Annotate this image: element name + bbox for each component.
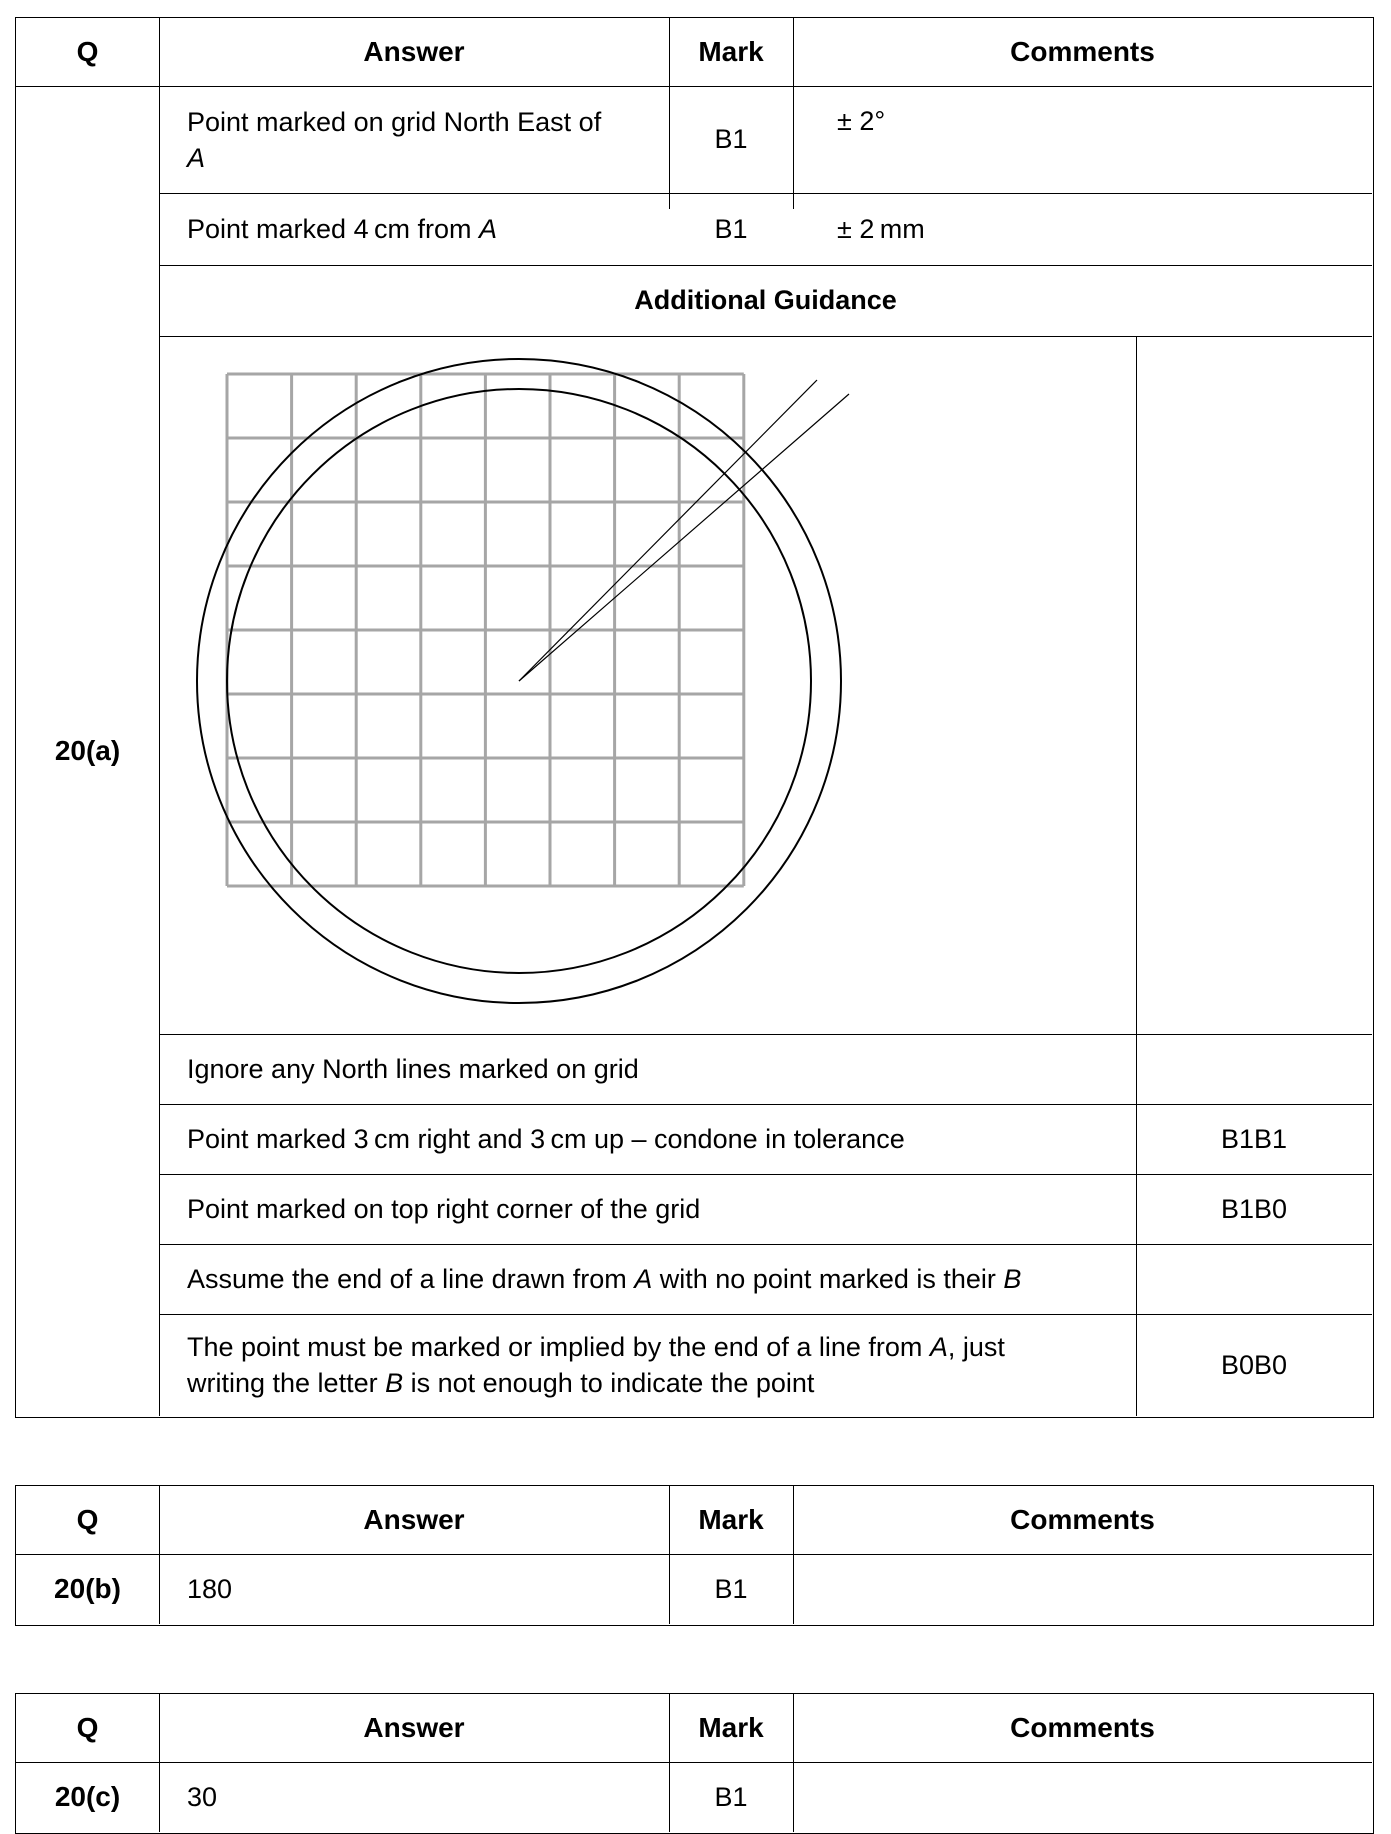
answer-text-line1: Point marked on grid North East of [187,106,602,137]
guidance-row-text: Ignore any North lines marked on grid [187,1053,639,1084]
guidance-row-text: Point marked on top right corner of the grid [187,1193,701,1224]
answer-cell: 30 [187,1781,218,1812]
mark-cell: B1 [714,1781,748,1812]
header-q: Q [76,36,99,67]
header-answer: Answer [363,1712,465,1743]
header-mark: Mark [698,36,764,67]
guidance-row-text [159,1314,1136,1416]
mark-scheme-table-20b [15,1485,1374,1626]
comment-cell: ± 2° [837,105,886,136]
header-q: Q [76,1712,99,1743]
question-label: 20(c) [54,1781,121,1812]
mark-cell: B1 [714,124,748,154]
header-answer: Answer [363,36,465,67]
header-comments: Comments [1010,1504,1155,1535]
header-q: Q [76,1504,99,1535]
bearing-line-upper [519,380,817,681]
answer-text-line2: A [187,142,206,173]
text-part: with no point marked is their [652,1263,1004,1294]
mark-cell: B1 [714,213,748,244]
answer-cell [159,86,669,193]
grid-with-circles-diagram [159,336,1136,1034]
additional-guidance-title: Additional Guidance [634,285,897,315]
text-line [187,1365,814,1401]
header-comments: Comments [1010,1712,1155,1743]
guidance-row-mark [1136,1244,1372,1314]
text-part-italic: B [1003,1263,1022,1294]
comment-cell: ± 2 mm [837,213,925,244]
text-part-italic: A [929,1332,948,1362]
guidance-row-mark [1136,1034,1372,1104]
text-part: writing the letter [187,1368,386,1398]
compass-diagram [159,336,1136,1034]
text-part: The point must be marked or implied by the end of a line from [187,1332,930,1362]
question-label: 20(a) [54,735,121,766]
guidance-row-text [159,1244,1136,1314]
comment-cell [793,1762,1372,1832]
guidance-row-mark: B1B1 [1220,1123,1288,1154]
header-mark: Mark [698,1712,764,1743]
text-part: Assume the end of a line drawn from [187,1263,635,1294]
answer-cell: 180 [187,1573,233,1604]
text-part-italic: B [385,1368,404,1398]
mark-scheme-table-20c [15,1693,1374,1834]
answer-text: Point marked 4 cm from [187,213,479,244]
mark-scheme-table-20a [15,17,1374,1418]
comment-cell [793,1554,1372,1624]
text-part-italic: A [634,1263,653,1294]
header-comments: Comments [1010,36,1155,67]
text-part: is not enough to indicate the point [403,1368,815,1398]
question-label: 20(b) [54,1573,121,1604]
guidance-row-text: Point marked 3 cm right and 3 cm up – condone in tolerance [187,1123,905,1154]
header-answer: Answer [363,1504,465,1535]
header-mark: Mark [698,1504,764,1535]
text-line [187,1329,1005,1365]
guidance-row-mark: B0B0 [1220,1349,1288,1380]
answer-cell [159,193,669,265]
answer-text-italic: A [479,213,498,244]
text-part: , just [947,1332,1005,1362]
guidance-row-mark: B1B0 [1220,1193,1288,1224]
mark-cell: B1 [714,1573,748,1604]
